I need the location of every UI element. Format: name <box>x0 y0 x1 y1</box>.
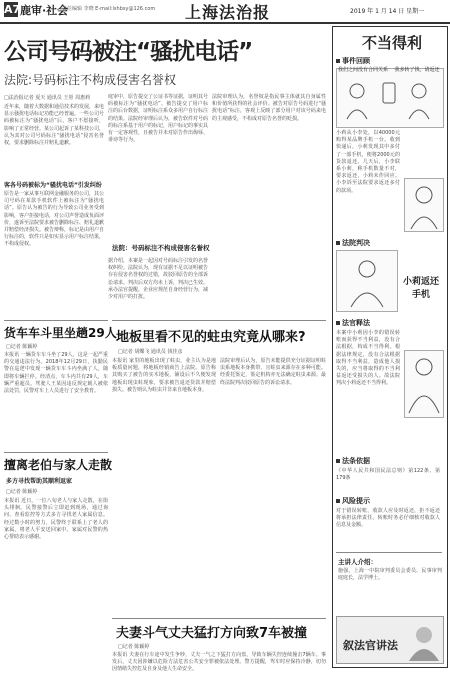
story-couple-title: 夫妻斗气丈夫猛打方向致7车被撞 <box>116 626 308 641</box>
story-elderly-title: 擅离老伯与家人走散 <box>4 458 113 472</box>
story-couple-byline: □记者 陈颖婷 <box>118 644 150 650</box>
columnist-label: 主讲人介绍： <box>338 558 377 566</box>
judge-icon <box>405 351 443 417</box>
issue-date: 2019 年 1 月 14 日 星期一 <box>350 8 425 15</box>
lead-body-5: 据介绍，本案是一起因对号码标注引发的名誉权纠纷。法院认为，现有证据不足以证明被告存在侵害名誉权的过错，故驳回原告的全部诉讼请求。判决后双方均未上诉，判决已生效。承办法官提醒，企业应规范自身经营行为，减少对用户的打扰。 <box>108 258 209 301</box>
lead-subtitle-1: 客各号码被标为“骚扰电话”引发纠纷 <box>4 182 102 189</box>
lead-body-1: 近年来，随着大数据和通信技术的发展，来电显示骚扰电话标记功能已经普遍。一些公司号码被标注为“骚扰电话”后，客户不愿接听，影响了正常经营。某公司起诉了某科技公司，认为其对公司号码标注“骚扰电话”侵害名誉权，要求删除标注并赔礼道歉。 <box>4 104 105 147</box>
event-body: 小莉从小李处，以40000元购得某品牌手机一台。收到快递后，小莉发现其中多付了一部手机，便将2000元的货款退还。几天后，小李联系小莉，称手机数量不对，要求返还，小莉未作回应。小李诉至法院要求返还多付的款项。 <box>336 130 400 194</box>
bullet-square-icon <box>336 241 340 245</box>
divider <box>112 618 326 619</box>
divider <box>4 320 108 321</box>
bullet-square-icon <box>336 499 340 503</box>
lead-subtitle-2: 法院：号码标注不构成侵害名誉权 <box>112 244 210 252</box>
law-tag <box>336 318 370 328</box>
law-ref: 《中华人民共和国民法总则》第122条、第179条 <box>336 468 440 482</box>
story-floor-body-1: 本报讯 家里的地板出现了蛀虫，业主认为是地板质量问题，将地板经销商告上法院。原告称其购买了被告的实木地板，铺设后不久便发现地板出现虫蛀现象，要求被告退还货款并赔偿损失。被告则认为蛀虫并非来自地板本身。 <box>112 358 216 393</box>
bullet-square-icon <box>336 459 340 463</box>
story-truck-title: 货车车斗里坐趟29人 <box>4 326 117 340</box>
event-tag-label: 事件回顾 <box>342 57 370 65</box>
speech-bubble-1: 我们之间没有合同关系 <box>338 67 389 73</box>
sidebar-title: 不当得利 <box>362 34 423 52</box>
story-truck-body: 本报讯 一辆货车车斗坐了29人，这是一起严重的交通违法行为。2018年12月29日，执勤民警在巡逻中发现一辆货车车斗内坐满了人，随即将车辆拦停。经清点，车斗内共有29人，车辆严重超员。驾驶人王某因违反规定载人被依法处罚，民警对车上人员进行了安全教育。 <box>4 352 108 395</box>
page-number: A7 <box>4 3 21 16</box>
section-name: 鹿审·社会 <box>20 4 69 17</box>
person-icon <box>405 179 443 231</box>
lead-subhead: 法院:号码标注不构成侵害名誉权 <box>4 73 177 87</box>
story-elderly-byline: □记者 陈颖婷 <box>6 489 38 495</box>
story-couple-body: 本报讯 夫妻在行车途中发生争吵，丈夫一气之下猛打方向盘，导致车辆失控连续撞击7辆车。事发后，丈夫因涉嫌以危险方法危害公共安全罪被依法处理。警方提醒，驾车时应保持冷静，切勿因情绪失控危及自身及他人生命安全。 <box>112 652 326 673</box>
lead-headline: 公司号码被注“骚扰电话” <box>4 39 253 65</box>
judge-portrait <box>404 350 444 418</box>
page-header <box>0 0 450 24</box>
story-floor-title: 地板里看不见的蛀虫究竟从哪来? <box>116 330 306 345</box>
divider <box>4 452 108 453</box>
divider <box>112 320 326 321</box>
speech-bubble-2: 我多转了钱，请返还 <box>394 67 440 73</box>
judge-gavel-icon <box>337 251 397 311</box>
judge-tag-label: 法院判决 <box>342 239 370 247</box>
divider <box>336 552 442 553</box>
editors-info: 责任编辑 李晓 E-mail:lshbsy@126.com <box>62 6 156 12</box>
event-illustration <box>336 68 444 128</box>
column-banner-title: 叙法官讲法 <box>343 639 398 652</box>
story-floor-byline: □记者 胡蝶飞 通讯员 钱佳彦 <box>118 349 183 355</box>
bullet-square-icon <box>336 59 340 63</box>
person-illustration <box>404 178 444 232</box>
law-body: 本案中小莉因小李的错误转账而获得不当利益，没有合法根据，构成不当得利。根据法律规定，没有合法根据取得不当利益，造成他人损失的，应当将取得的不当利益返还受损失的人。故法院判决小莉返还不当得利。 <box>336 330 400 387</box>
story-elderly-subtitle: 多方寻找帮助其顺利返家 <box>6 478 73 485</box>
event-tag <box>336 56 370 66</box>
columnist-photo-icon <box>409 621 439 661</box>
story-elderly-body: 本报讯 近日，一位八旬老人与家人走散，在街头徘徊。民警接警后立即赶到现场，通过询问、查看监控等方式多方寻找老人家属信息。经过数小时的努力，民警终于联系上了老人的家属，将老人平安送回家中。家属对民警的热心帮助表示感谢。 <box>4 498 108 541</box>
risk-body: 对于错误转账，收款人应及时返还，拒不返还将承担法律责任。转账时务必仔细核对收款人信息及金额。 <box>336 508 440 529</box>
columnist-body: 施强，上海一中院审判委员会委员、民事审判庭庭长，法学博士。 <box>338 568 442 582</box>
judge-tag <box>336 238 370 248</box>
lead-body-3: 庭审中，原告提交了公证书等证据，证明其号码被标注为“骚扰电话”。被告提交了用户标注的后台数据，证明标注系众多用户自行标注的结果。法院经审理后认为，被告软件对号码的标注系基于用户的标记，用户标记的事实具有一定客观性，且被告并未对原告作出侮辱、诽谤等行为。 <box>108 94 209 144</box>
lead-body-4: 法院审理认为，名誉权是指民事主体就其自身属性和价值所获得的社会评价。被告对原告号码进行“骚扰电话”标注，客观上反映了部分用户对该号码来电的主观感受，不构成对原告名誉的贬损。 <box>212 94 326 122</box>
risk-tag-label: 风险提示 <box>342 497 370 505</box>
column-banner <box>336 616 444 664</box>
newspaper-masthead: 上海法治报 <box>185 3 271 22</box>
risk-tag <box>336 496 370 506</box>
law-ref-tag <box>336 456 370 466</box>
couple-phone-illustration-icon <box>337 69 443 127</box>
lead-body-2: 原告是一家从事互联网金融服务的公司，其公司号码在某款手机软件上被标注为“骚扰电话”。原告认为被告的行为导致公司业务受到影响，客户拒接电话，对公司声誉造成负面评价，遂诉至法院要求被告删除标注、赔礼道歉并赔偿经济损失。被告辩称，标记是由用户自行标注的，软件只是如实显示用户标注结果，不构成侵权。 <box>4 191 105 248</box>
law-tag-label: 法官释法 <box>342 319 370 327</box>
judge-illustration <box>336 250 398 312</box>
bullet-square-icon <box>336 321 340 325</box>
law-ref-tag-label: 法条依据 <box>342 457 370 465</box>
story-floor-body-2: 法院审理后认为，原告未能提供充分证据证明蛀虫系地板本身携带，且蛀虫来源存在多种可能。经委托鉴定，鉴定机构亦无法确定蛀虫来源。最终法院判决驳回原告的诉讼请求。 <box>220 358 326 386</box>
story-truck-byline: □记者 陈颖婷 <box>6 344 38 350</box>
judge-caption: 小莉返还手机 <box>402 277 439 300</box>
lead-byline: □法治报记者 夏天 通讯员 王彤 周惠莉 <box>4 95 91 101</box>
